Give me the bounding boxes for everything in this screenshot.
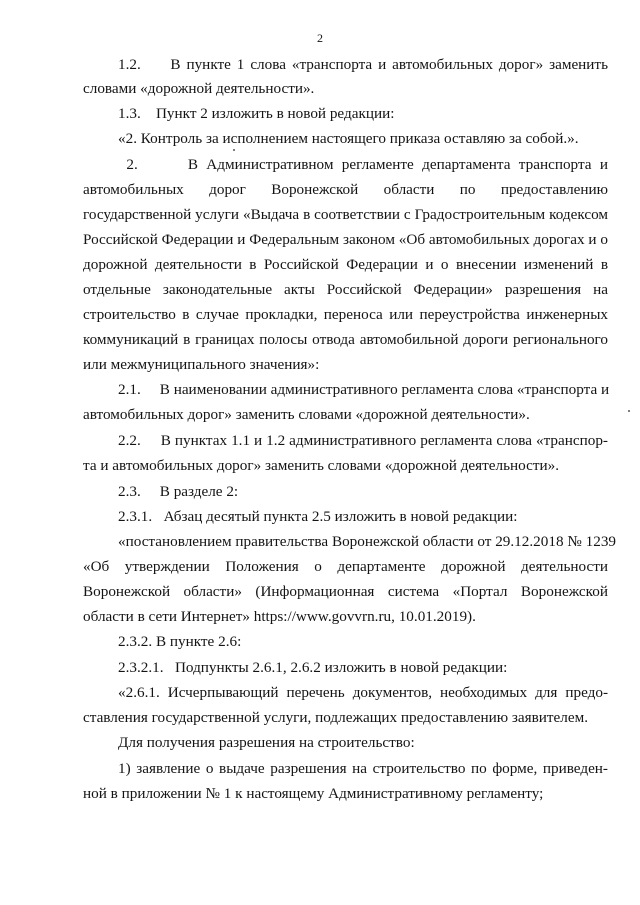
text-line: или межмуниципального значения»: [83, 356, 320, 373]
text-line: 2.3. В разделе 2: [118, 483, 239, 500]
text-line: Воронежской области» (Информационная система «Портал Воронежской [83, 583, 608, 600]
text-line: 2. В Административном регламенте департамента транспорта и [118, 156, 608, 173]
text-line: «2.6.1. Исчерпывающий перечень документов, необходимых для предо- [118, 684, 608, 701]
text-line: дорожной деятельности в Российской Федерации и о внесении изменений в [83, 256, 608, 273]
text-line: та и автомобильных дорог» заменить словами «дорожной деятельности». [83, 457, 560, 474]
text-line: словами «дорожной деятельности». [83, 80, 315, 97]
text-line: 1) заявление о выдаче разрешения на строительство по форме, приведен- [118, 760, 608, 777]
text-line: 2.1. В наименовании административного регламента слова «транспорта и [118, 381, 610, 398]
text-line: ставления государственной услуги, подлежащих предоставлению заявителем. [83, 709, 588, 726]
text-line: ной в приложении № 1 к настоящему Административному регламенту; [83, 785, 544, 802]
text-line: области в сети Интернет» https://www.govvrn.ru, 10.01.2019). [83, 608, 476, 625]
text-line: 2.3.2.1. Подпункты 2.6.1, 2.6.2 изложить в новой редакции: [118, 659, 508, 676]
text-line: 1.3. Пункт 2 изложить в новой редакции: [118, 105, 395, 122]
text-line: строительство в случае прокладки, переноса или переустройства инженерных [83, 306, 608, 323]
scan-speck [233, 149, 235, 151]
text-line: государственной услуги «Выдача в соответствии с Градостроительным кодексом [83, 206, 608, 223]
text-line: Российской Федерации и Федеральным законом «Об автомобильных дорогах и о [83, 231, 608, 248]
text-line: «Об утверждении Положения о департаменте дорожной деятельности [83, 558, 608, 575]
text-line: коммуникаций в границах полосы отвода автомобильной дороги регионального [83, 331, 608, 348]
text-line: «2. Контроль за исполнением настоящего приказа оставляю за собой.». [118, 130, 579, 147]
text-line: отдельные законодательные акты Российской Федерации» разрешения на [83, 281, 608, 298]
text-line: автомобильных дорог Воронежской области по предоставлению [83, 181, 608, 198]
text-line: Для получения разрешения на строительство: [118, 734, 415, 751]
page-number: 2 [317, 31, 323, 45]
text-line: «постановлением правительства Воронежской области от 29.12.2018 № 1239 [118, 533, 617, 550]
text-line: 2.3.2. В пункте 2.6: [118, 633, 242, 650]
text-line: 2.3.1. Абзац десятый пункта 2.5 изложить в новой редакции: [118, 508, 518, 525]
text-line: 1.2. В пункте 1 слова «транспорта и автомобильных дорог» заменить [118, 56, 608, 73]
text-line: 2.2. В пунктах 1.1 и 1.2 административного регламента слова «транспор- [118, 432, 608, 449]
scan-speck [628, 410, 630, 412]
text-line: автомобильных дорог» заменить словами «дорожной деятельности». [83, 406, 530, 423]
